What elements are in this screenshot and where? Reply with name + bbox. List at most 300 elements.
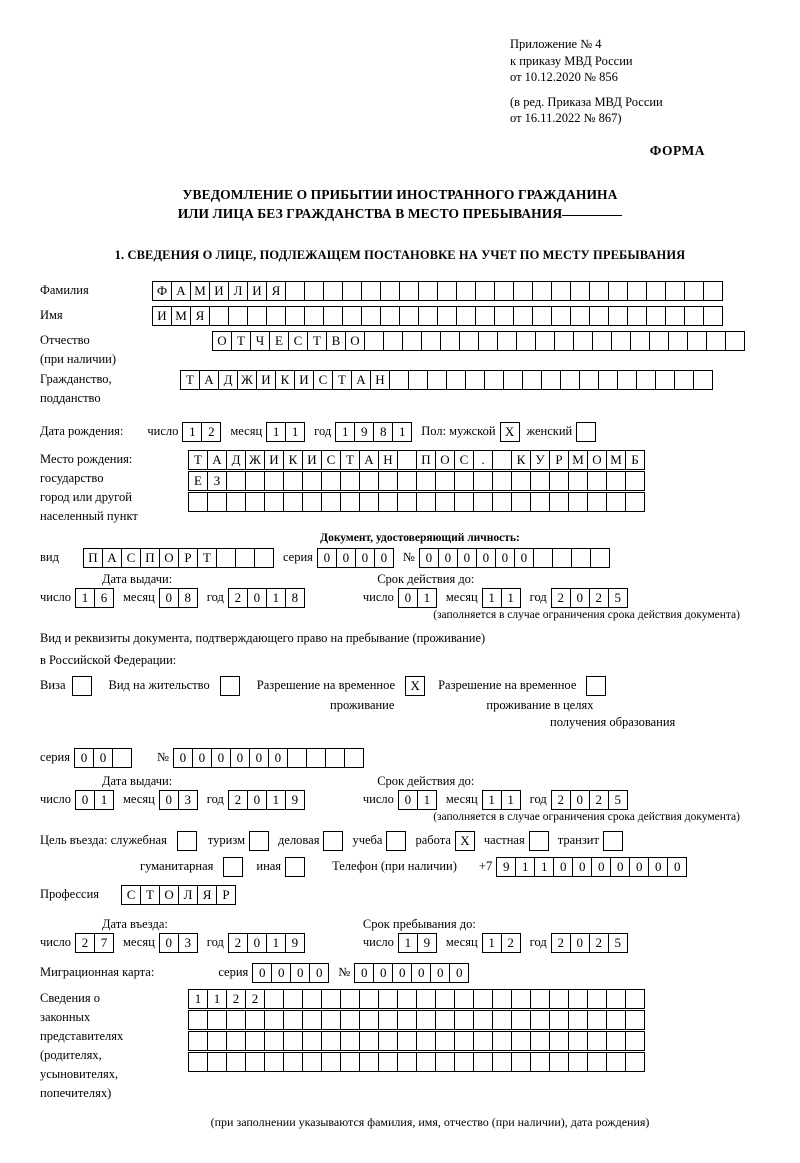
surname-cell[interactable]	[532, 281, 552, 301]
doc-number-filler[interactable]	[552, 548, 572, 568]
birth-place-cell[interactable]	[454, 471, 474, 491]
citizenship-cell[interactable]: Т	[180, 370, 200, 390]
permit-number-cell[interactable]	[287, 748, 307, 768]
legal-rep-cell[interactable]	[207, 1010, 227, 1030]
surname-cell[interactable]	[380, 281, 400, 301]
surname-cell[interactable]	[684, 281, 704, 301]
birth-place-cell[interactable]	[416, 471, 436, 491]
legal-rep-cell[interactable]	[473, 989, 493, 1009]
citizenship-cell[interactable]: Ж	[237, 370, 257, 390]
citizenship-cell[interactable]	[427, 370, 447, 390]
legal-rep-cell[interactable]	[549, 989, 569, 1009]
permit-valid-day-cell[interactable]: 1	[417, 790, 437, 810]
legal-rep-cell[interactable]	[416, 1031, 436, 1051]
surname-cell[interactable]: И	[209, 281, 229, 301]
legal-rep-cell[interactable]	[283, 1010, 303, 1030]
permit-issue-year-cell[interactable]: 0	[247, 790, 267, 810]
purpose-humanitarian-checkbox[interactable]	[223, 857, 243, 877]
doc-number-cell[interactable]: 0	[476, 548, 496, 568]
doc-kind-cell[interactable]: П	[83, 548, 103, 568]
patronymic-cell[interactable]	[383, 331, 403, 351]
citizenship-cell[interactable]: И	[256, 370, 276, 390]
legal-rep-cell[interactable]	[207, 1052, 227, 1072]
doc-kind-cell[interactable]: О	[159, 548, 179, 568]
patronymic-cell[interactable]	[440, 331, 460, 351]
profession-cell[interactable]: Т	[140, 885, 160, 905]
legal-rep-cell[interactable]	[606, 1052, 626, 1072]
legal-rep-cell[interactable]	[416, 1052, 436, 1072]
birth-place-cell[interactable]	[283, 471, 303, 491]
legal-rep-cell[interactable]	[492, 989, 512, 1009]
name-cell[interactable]	[551, 306, 571, 326]
birth-place-cell[interactable]: К	[511, 450, 531, 470]
legal-rep-cell[interactable]	[264, 1052, 284, 1072]
legal-rep-cell[interactable]: 1	[207, 989, 227, 1009]
birth-place-cell[interactable]	[435, 471, 455, 491]
patronymic-cell[interactable]	[649, 331, 669, 351]
birth-day-cell[interactable]: 2	[201, 422, 221, 442]
birth-place-cell[interactable]: П	[416, 450, 436, 470]
surname-cell[interactable]	[703, 281, 723, 301]
sex-female-checkbox[interactable]	[576, 422, 596, 442]
purpose-tourism-checkbox[interactable]	[249, 831, 269, 851]
birth-month-cell[interactable]: 1	[285, 422, 305, 442]
surname-cell[interactable]	[418, 281, 438, 301]
legal-rep-cell[interactable]	[625, 1010, 645, 1030]
permit-series-cell[interactable]: 0	[74, 748, 94, 768]
birth-place-cell[interactable]	[245, 492, 265, 512]
birth-place-cell[interactable]	[264, 492, 284, 512]
residence-permit-checkbox[interactable]	[220, 676, 240, 696]
birth-place-cell[interactable]	[416, 492, 436, 512]
purpose-business-checkbox[interactable]	[323, 831, 343, 851]
birth-place-cell[interactable]	[549, 492, 569, 512]
legal-rep-cell[interactable]	[283, 989, 303, 1009]
birth-place-cell[interactable]: Р	[549, 450, 569, 470]
birth-place-cell[interactable]	[302, 492, 322, 512]
citizenship-cell[interactable]	[522, 370, 542, 390]
citizenship-boxes[interactable]	[180, 370, 712, 390]
patronymic-cell[interactable]: С	[288, 331, 308, 351]
doc-series-cell[interactable]: 0	[336, 548, 356, 568]
birth-place-cell[interactable]	[568, 492, 588, 512]
citizenship-cell[interactable]	[560, 370, 580, 390]
name-cell[interactable]	[665, 306, 685, 326]
entry-month-cell[interactable]: 0	[159, 933, 179, 953]
permit-issue-day-cell[interactable]: 0	[75, 790, 95, 810]
doc-valid-year-cell[interactable]: 2	[589, 588, 609, 608]
legal-rep-cell[interactable]	[473, 1052, 493, 1072]
purpose-other-checkbox[interactable]	[285, 857, 305, 877]
doc-number-filler[interactable]	[590, 548, 610, 568]
birth-place-cell[interactable]	[397, 471, 417, 491]
doc-kind-cell[interactable]: Т	[197, 548, 217, 568]
citizenship-cell[interactable]	[636, 370, 656, 390]
entry-day-cell[interactable]: 2	[75, 933, 95, 953]
phone-cell[interactable]: 9	[496, 857, 516, 877]
legal-rep-cell[interactable]	[321, 1010, 341, 1030]
doc-valid-month-cell[interactable]: 1	[501, 588, 521, 608]
patronymic-cell[interactable]	[630, 331, 650, 351]
birth-place-cell[interactable]	[473, 471, 493, 491]
stay-month-cell[interactable]: 2	[501, 933, 521, 953]
legal-rep-cell[interactable]	[473, 1010, 493, 1030]
birth-day-cell[interactable]: 1	[182, 422, 202, 442]
phone-cell[interactable]: 1	[534, 857, 554, 877]
permit-number-cell[interactable]: 0	[230, 748, 250, 768]
patronymic-cell[interactable]	[687, 331, 707, 351]
doc-series-cell[interactable]: 0	[355, 548, 375, 568]
birth-place-cell[interactable]: Ж	[245, 450, 265, 470]
sex-male-checkbox[interactable]: X	[500, 422, 520, 442]
legal-rep-cell[interactable]	[549, 1010, 569, 1030]
patronymic-cell[interactable]	[459, 331, 479, 351]
birth-place-cell[interactable]	[606, 471, 626, 491]
permit-number-cell[interactable]	[325, 748, 345, 768]
phone-cell[interactable]: 0	[629, 857, 649, 877]
legal-rep-cell[interactable]	[606, 1031, 626, 1051]
surname-cell[interactable]	[361, 281, 381, 301]
birth-place-cell[interactable]: С	[321, 450, 341, 470]
legal-rep-cell[interactable]	[530, 1052, 550, 1072]
name-cell[interactable]	[608, 306, 628, 326]
name-cell[interactable]	[437, 306, 457, 326]
birth-place-cell[interactable]	[454, 492, 474, 512]
legal-rep-cell[interactable]	[530, 989, 550, 1009]
legal-rep-cell[interactable]	[606, 1010, 626, 1030]
doc-number-cell[interactable]: 0	[457, 548, 477, 568]
patronymic-cell[interactable]: Т	[307, 331, 327, 351]
birth-place-cell[interactable]	[435, 492, 455, 512]
surname-cell[interactable]: Я	[266, 281, 286, 301]
doc-issue-day-cell[interactable]: 6	[94, 588, 114, 608]
doc-valid-year-cell[interactable]: 0	[570, 588, 590, 608]
name-cell[interactable]	[247, 306, 267, 326]
doc-valid-year-cell[interactable]: 5	[608, 588, 628, 608]
doc-valid-day-cell[interactable]: 1	[417, 588, 437, 608]
doc-issue-month-cell[interactable]: 0	[159, 588, 179, 608]
legal-rep-cell[interactable]	[321, 989, 341, 1009]
legal-rep-cell[interactable]	[302, 1031, 322, 1051]
name-cell[interactable]: Я	[190, 306, 210, 326]
legal-rep-cell[interactable]	[378, 1010, 398, 1030]
citizenship-cell[interactable]: Д	[218, 370, 238, 390]
doc-kind-cell[interactable]	[235, 548, 255, 568]
purpose-work-checkbox[interactable]: X	[455, 831, 475, 851]
doc-number-filler[interactable]	[571, 548, 591, 568]
stay-year-cell[interactable]: 5	[608, 933, 628, 953]
legal-rep-cell[interactable]	[264, 989, 284, 1009]
name-cell[interactable]: М	[171, 306, 191, 326]
birth-place-cell[interactable]	[226, 471, 246, 491]
name-cell[interactable]	[570, 306, 590, 326]
legal-rep-cell[interactable]	[245, 1052, 265, 1072]
legal-rep-cell[interactable]	[245, 1010, 265, 1030]
patronymic-cell[interactable]	[535, 331, 555, 351]
migration-number-cell[interactable]: 0	[449, 963, 469, 983]
entry-year-cell[interactable]: 2	[228, 933, 248, 953]
migration-series-cell[interactable]: 0	[309, 963, 329, 983]
profession-cell[interactable]: С	[121, 885, 141, 905]
visa-checkbox[interactable]	[72, 676, 92, 696]
patronymic-boxes[interactable]	[212, 331, 744, 351]
legal-rep-line-3[interactable]	[188, 1031, 644, 1051]
doc-number-filler[interactable]	[533, 548, 553, 568]
legal-rep-cell[interactable]	[530, 1031, 550, 1051]
birth-place-cell[interactable]: К	[283, 450, 303, 470]
birth-place-cell[interactable]	[625, 492, 645, 512]
birth-place-cell[interactable]	[511, 492, 531, 512]
doc-kind-cell[interactable]	[254, 548, 274, 568]
permit-issue-year-cell[interactable]: 9	[285, 790, 305, 810]
birth-place-cell[interactable]	[283, 492, 303, 512]
stay-day-cell[interactable]: 1	[398, 933, 418, 953]
patronymic-cell[interactable]: Т	[231, 331, 251, 351]
legal-rep-cell[interactable]	[302, 989, 322, 1009]
birth-year-cell[interactable]: 1	[335, 422, 355, 442]
name-cell[interactable]	[380, 306, 400, 326]
birth-place-cell[interactable]: И	[302, 450, 322, 470]
citizenship-cell[interactable]: С	[313, 370, 333, 390]
legal-rep-cell[interactable]	[625, 989, 645, 1009]
doc-valid-month-cell[interactable]: 1	[482, 588, 502, 608]
legal-rep-cell[interactable]	[378, 989, 398, 1009]
doc-issue-month-cell[interactable]: 8	[178, 588, 198, 608]
doc-kind-cell[interactable]: П	[140, 548, 160, 568]
permit-valid-day-cell[interactable]: 0	[398, 790, 418, 810]
name-cell[interactable]	[285, 306, 305, 326]
birth-place-cell[interactable]: Е	[188, 471, 208, 491]
citizenship-cell[interactable]: К	[275, 370, 295, 390]
legal-rep-cell[interactable]	[587, 1031, 607, 1051]
name-boxes[interactable]	[152, 306, 722, 326]
birth-place-cell[interactable]	[359, 471, 379, 491]
citizenship-cell[interactable]	[484, 370, 504, 390]
citizenship-cell[interactable]	[674, 370, 694, 390]
name-cell[interactable]	[418, 306, 438, 326]
patronymic-cell[interactable]	[668, 331, 688, 351]
entry-month-cell[interactable]: 3	[178, 933, 198, 953]
citizenship-cell[interactable]	[503, 370, 523, 390]
legal-rep-cell[interactable]	[302, 1010, 322, 1030]
profession-cell[interactable]: О	[159, 885, 179, 905]
permit-valid-month-cell[interactable]: 1	[482, 790, 502, 810]
name-cell[interactable]	[399, 306, 419, 326]
phone-cell[interactable]: 0	[667, 857, 687, 877]
legal-rep-cell[interactable]: 2	[226, 989, 246, 1009]
doc-issue-year-cell[interactable]: 2	[228, 588, 248, 608]
doc-issue-year-cell[interactable]: 0	[247, 588, 267, 608]
citizenship-cell[interactable]: Т	[332, 370, 352, 390]
phone-cell[interactable]: 0	[553, 857, 573, 877]
surname-cell[interactable]	[342, 281, 362, 301]
patronymic-cell[interactable]	[573, 331, 593, 351]
profession-cell[interactable]: Р	[216, 885, 236, 905]
patronymic-cell[interactable]: Ч	[250, 331, 270, 351]
birth-place-cell[interactable]	[188, 492, 208, 512]
purpose-study-checkbox[interactable]	[386, 831, 406, 851]
edu-residence-checkbox[interactable]	[586, 676, 606, 696]
surname-cell[interactable]: А	[171, 281, 191, 301]
birth-place-cell[interactable]	[340, 471, 360, 491]
birth-place-cell[interactable]	[226, 492, 246, 512]
birth-place-cell[interactable]	[245, 471, 265, 491]
entry-year-cell[interactable]: 9	[285, 933, 305, 953]
migration-series-cell[interactable]: 0	[290, 963, 310, 983]
doc-issue-year-cell[interactable]: 1	[266, 588, 286, 608]
birth-place-cell[interactable]	[321, 492, 341, 512]
legal-rep-cell[interactable]	[511, 1052, 531, 1072]
birth-place-line-1[interactable]	[188, 450, 644, 470]
permit-number-cell[interactable]	[306, 748, 326, 768]
purpose-official-checkbox[interactable]	[177, 831, 197, 851]
birth-place-cell[interactable]	[378, 492, 398, 512]
surname-cell[interactable]	[494, 281, 514, 301]
birth-place-cell[interactable]: А	[207, 450, 227, 470]
surname-cell[interactable]: Ф	[152, 281, 172, 301]
citizenship-cell[interactable]: А	[351, 370, 371, 390]
citizenship-cell[interactable]	[389, 370, 409, 390]
legal-rep-cell[interactable]	[492, 1031, 512, 1051]
legal-rep-cell[interactable]	[340, 1010, 360, 1030]
entry-year-cell[interactable]: 0	[247, 933, 267, 953]
phone-cell[interactable]: 0	[610, 857, 630, 877]
legal-rep-cell[interactable]	[435, 989, 455, 1009]
birth-place-cell[interactable]	[207, 492, 227, 512]
doc-kind-cell[interactable]: Р	[178, 548, 198, 568]
surname-boxes[interactable]	[152, 281, 722, 301]
birth-place-cell[interactable]: .	[473, 450, 493, 470]
legal-rep-cell[interactable]	[359, 1010, 379, 1030]
permit-issue-month-cell[interactable]: 0	[159, 790, 179, 810]
phone-cell[interactable]: 0	[591, 857, 611, 877]
migration-number-cell[interactable]: 0	[411, 963, 431, 983]
surname-cell[interactable]: И	[247, 281, 267, 301]
birth-place-line-2[interactable]	[188, 471, 644, 491]
legal-rep-cell[interactable]	[321, 1031, 341, 1051]
surname-cell[interactable]	[399, 281, 419, 301]
patronymic-cell[interactable]	[516, 331, 536, 351]
birth-year-cell[interactable]: 8	[373, 422, 393, 442]
birth-place-cell[interactable]	[264, 471, 284, 491]
doc-series-cell[interactable]: 0	[374, 548, 394, 568]
birth-place-cell[interactable]	[321, 471, 341, 491]
birth-place-cell[interactable]	[625, 471, 645, 491]
legal-rep-cell[interactable]	[549, 1031, 569, 1051]
birth-place-cell[interactable]: Д	[226, 450, 246, 470]
stay-year-cell[interactable]: 2	[589, 933, 609, 953]
permit-valid-year-cell[interactable]: 2	[551, 790, 571, 810]
stay-day-cell[interactable]: 9	[417, 933, 437, 953]
permit-series-cell[interactable]: 0	[93, 748, 113, 768]
name-cell[interactable]	[494, 306, 514, 326]
legal-rep-cell[interactable]	[454, 989, 474, 1009]
doc-kind-cell[interactable]: А	[102, 548, 122, 568]
patronymic-cell[interactable]	[592, 331, 612, 351]
birth-place-cell[interactable]: Б	[625, 450, 645, 470]
legal-rep-cell[interactable]	[416, 989, 436, 1009]
legal-rep-cell[interactable]	[435, 1031, 455, 1051]
surname-cell[interactable]	[456, 281, 476, 301]
legal-rep-cell[interactable]	[454, 1052, 474, 1072]
legal-rep-cell[interactable]	[511, 1010, 531, 1030]
surname-cell[interactable]	[323, 281, 343, 301]
permit-issue-day-cell[interactable]: 1	[94, 790, 114, 810]
citizenship-cell[interactable]: Н	[370, 370, 390, 390]
citizenship-cell[interactable]	[598, 370, 618, 390]
surname-cell[interactable]	[475, 281, 495, 301]
legal-rep-cell[interactable]	[226, 1031, 246, 1051]
name-cell[interactable]	[323, 306, 343, 326]
legal-rep-cell[interactable]	[397, 989, 417, 1009]
legal-rep-cell[interactable]	[587, 1010, 607, 1030]
legal-rep-cell[interactable]	[397, 1010, 417, 1030]
legal-rep-cell[interactable]	[435, 1010, 455, 1030]
patronymic-cell[interactable]	[554, 331, 574, 351]
stay-month-cell[interactable]: 1	[482, 933, 502, 953]
legal-rep-cell[interactable]	[568, 1052, 588, 1072]
surname-cell[interactable]: М	[190, 281, 210, 301]
legal-rep-cell[interactable]	[625, 1052, 645, 1072]
legal-rep-cell[interactable]	[188, 1010, 208, 1030]
legal-rep-cell[interactable]	[359, 1031, 379, 1051]
legal-rep-cell[interactable]	[340, 1031, 360, 1051]
name-cell[interactable]	[361, 306, 381, 326]
migration-number-cell[interactable]: 0	[430, 963, 450, 983]
permit-issue-year-cell[interactable]: 1	[266, 790, 286, 810]
doc-number-cell[interactable]: 0	[438, 548, 458, 568]
surname-cell[interactable]	[627, 281, 647, 301]
legal-rep-cell[interactable]	[416, 1010, 436, 1030]
patronymic-cell[interactable]	[497, 331, 517, 351]
birth-place-cell[interactable]	[587, 471, 607, 491]
name-cell[interactable]	[304, 306, 324, 326]
legal-rep-cell[interactable]	[454, 1010, 474, 1030]
birth-place-cell[interactable]	[397, 450, 417, 470]
citizenship-cell[interactable]	[465, 370, 485, 390]
legal-rep-cell[interactable]	[188, 1031, 208, 1051]
birth-place-cell[interactable]	[397, 492, 417, 512]
doc-number-cell[interactable]: 0	[419, 548, 439, 568]
surname-cell[interactable]	[437, 281, 457, 301]
profession-boxes[interactable]	[121, 885, 235, 905]
purpose-transit-checkbox[interactable]	[603, 831, 623, 851]
legal-rep-cell[interactable]: 2	[245, 989, 265, 1009]
doc-kind-boxes[interactable]	[83, 548, 279, 568]
name-cell[interactable]	[209, 306, 229, 326]
patronymic-cell[interactable]: Е	[269, 331, 289, 351]
birth-place-cell[interactable]: О	[435, 450, 455, 470]
legal-rep-cell[interactable]	[321, 1052, 341, 1072]
legal-rep-cell[interactable]	[587, 1052, 607, 1072]
surname-cell[interactable]	[513, 281, 533, 301]
doc-valid-year-cell[interactable]: 2	[551, 588, 571, 608]
citizenship-cell[interactable]: И	[294, 370, 314, 390]
permit-valid-year-cell[interactable]: 0	[570, 790, 590, 810]
birth-place-cell[interactable]: А	[359, 450, 379, 470]
birth-place-cell[interactable]	[549, 471, 569, 491]
name-cell[interactable]	[589, 306, 609, 326]
doc-kind-cell[interactable]: С	[121, 548, 141, 568]
birth-place-cell[interactable]: Н	[378, 450, 398, 470]
legal-rep-cell[interactable]	[492, 1052, 512, 1072]
birth-place-cell[interactable]: С	[454, 450, 474, 470]
surname-cell[interactable]: Л	[228, 281, 248, 301]
patronymic-cell[interactable]: В	[326, 331, 346, 351]
birth-place-cell[interactable]	[378, 471, 398, 491]
birth-place-cell[interactable]	[606, 492, 626, 512]
legal-rep-cell[interactable]	[530, 1010, 550, 1030]
